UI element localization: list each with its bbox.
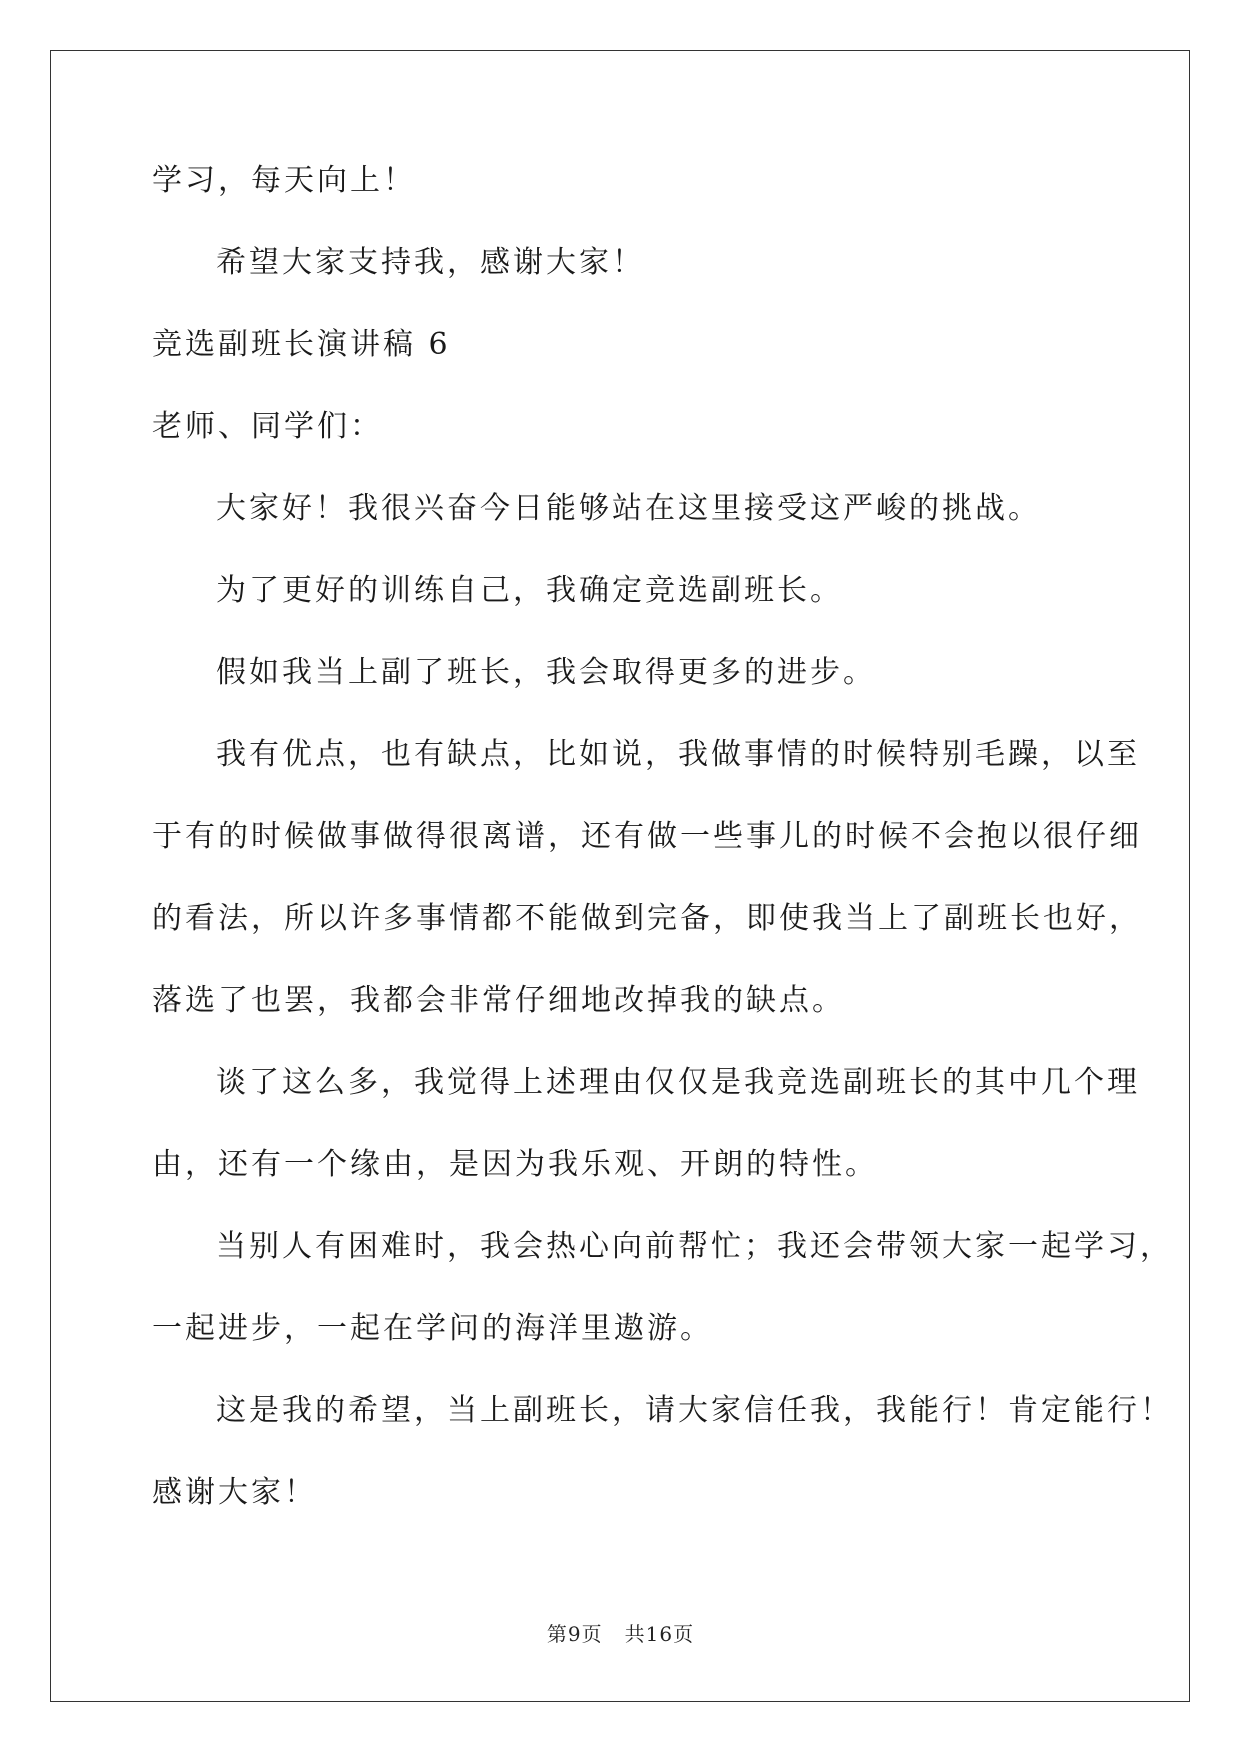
total-suffix: 页 — [673, 1622, 695, 1646]
page-suffix: 页 — [581, 1622, 603, 1646]
text-line: 大家好！我很兴奋今日能够站在这里接受这严峻的挑战。 — [216, 491, 1041, 526]
text-line: 这是我的希望，当上副班长，请大家信任我，我能行！肯定能行！ — [216, 1393, 1173, 1428]
text-line: 假如我当上副了班长，我会取得更多的进步。 — [216, 655, 876, 690]
text-line: 希望大家支持我，感谢大家！ — [216, 245, 645, 280]
total-pages: 16 — [645, 1622, 674, 1646]
total-prefix: 共 — [624, 1622, 646, 1646]
salutation: 老师、同学们： — [152, 409, 383, 444]
document-body — [152, 160, 1173, 1554]
section-title: 竞选副班长演讲稿 6 — [152, 327, 451, 362]
text-line: 为了更好的训练自己，我确定竞选副班长。 — [216, 573, 843, 608]
page-footer — [0, 1618, 1241, 1647]
text-line: 感谢大家！ — [152, 1475, 317, 1510]
text-line: 谈了这么多，我觉得上述理由仅仅是我竞选副班长的其中几个理 — [216, 1065, 1140, 1100]
text-line: 于有的时候做事做得很离谱，还有做一些事儿的时候不会抱以很仔细 — [152, 819, 1142, 854]
text-line: 一起进步，一起在学问的海洋里遨游。 — [152, 1311, 713, 1346]
text-line: 由，还有一个缘由，是因为我乐观、开朗的特性。 — [152, 1147, 878, 1182]
text-line: 落选了也罢，我都会非常仔细地改掉我的缺点。 — [152, 983, 845, 1018]
text-line: 我有优点，也有缺点，比如说，我做事情的时候特别毛躁，以至 — [216, 737, 1140, 772]
page-number: 9 — [567, 1622, 582, 1646]
text-line: 的看法，所以许多事情都不能做到完备，即使我当上了副班长也好， — [152, 901, 1142, 936]
text-line: 学习，每天向上！ — [152, 163, 416, 198]
text-line: 当别人有困难时，我会热心向前帮忙；我还会带领大家一起学习， — [216, 1229, 1173, 1264]
page-prefix: 第 — [546, 1622, 568, 1646]
